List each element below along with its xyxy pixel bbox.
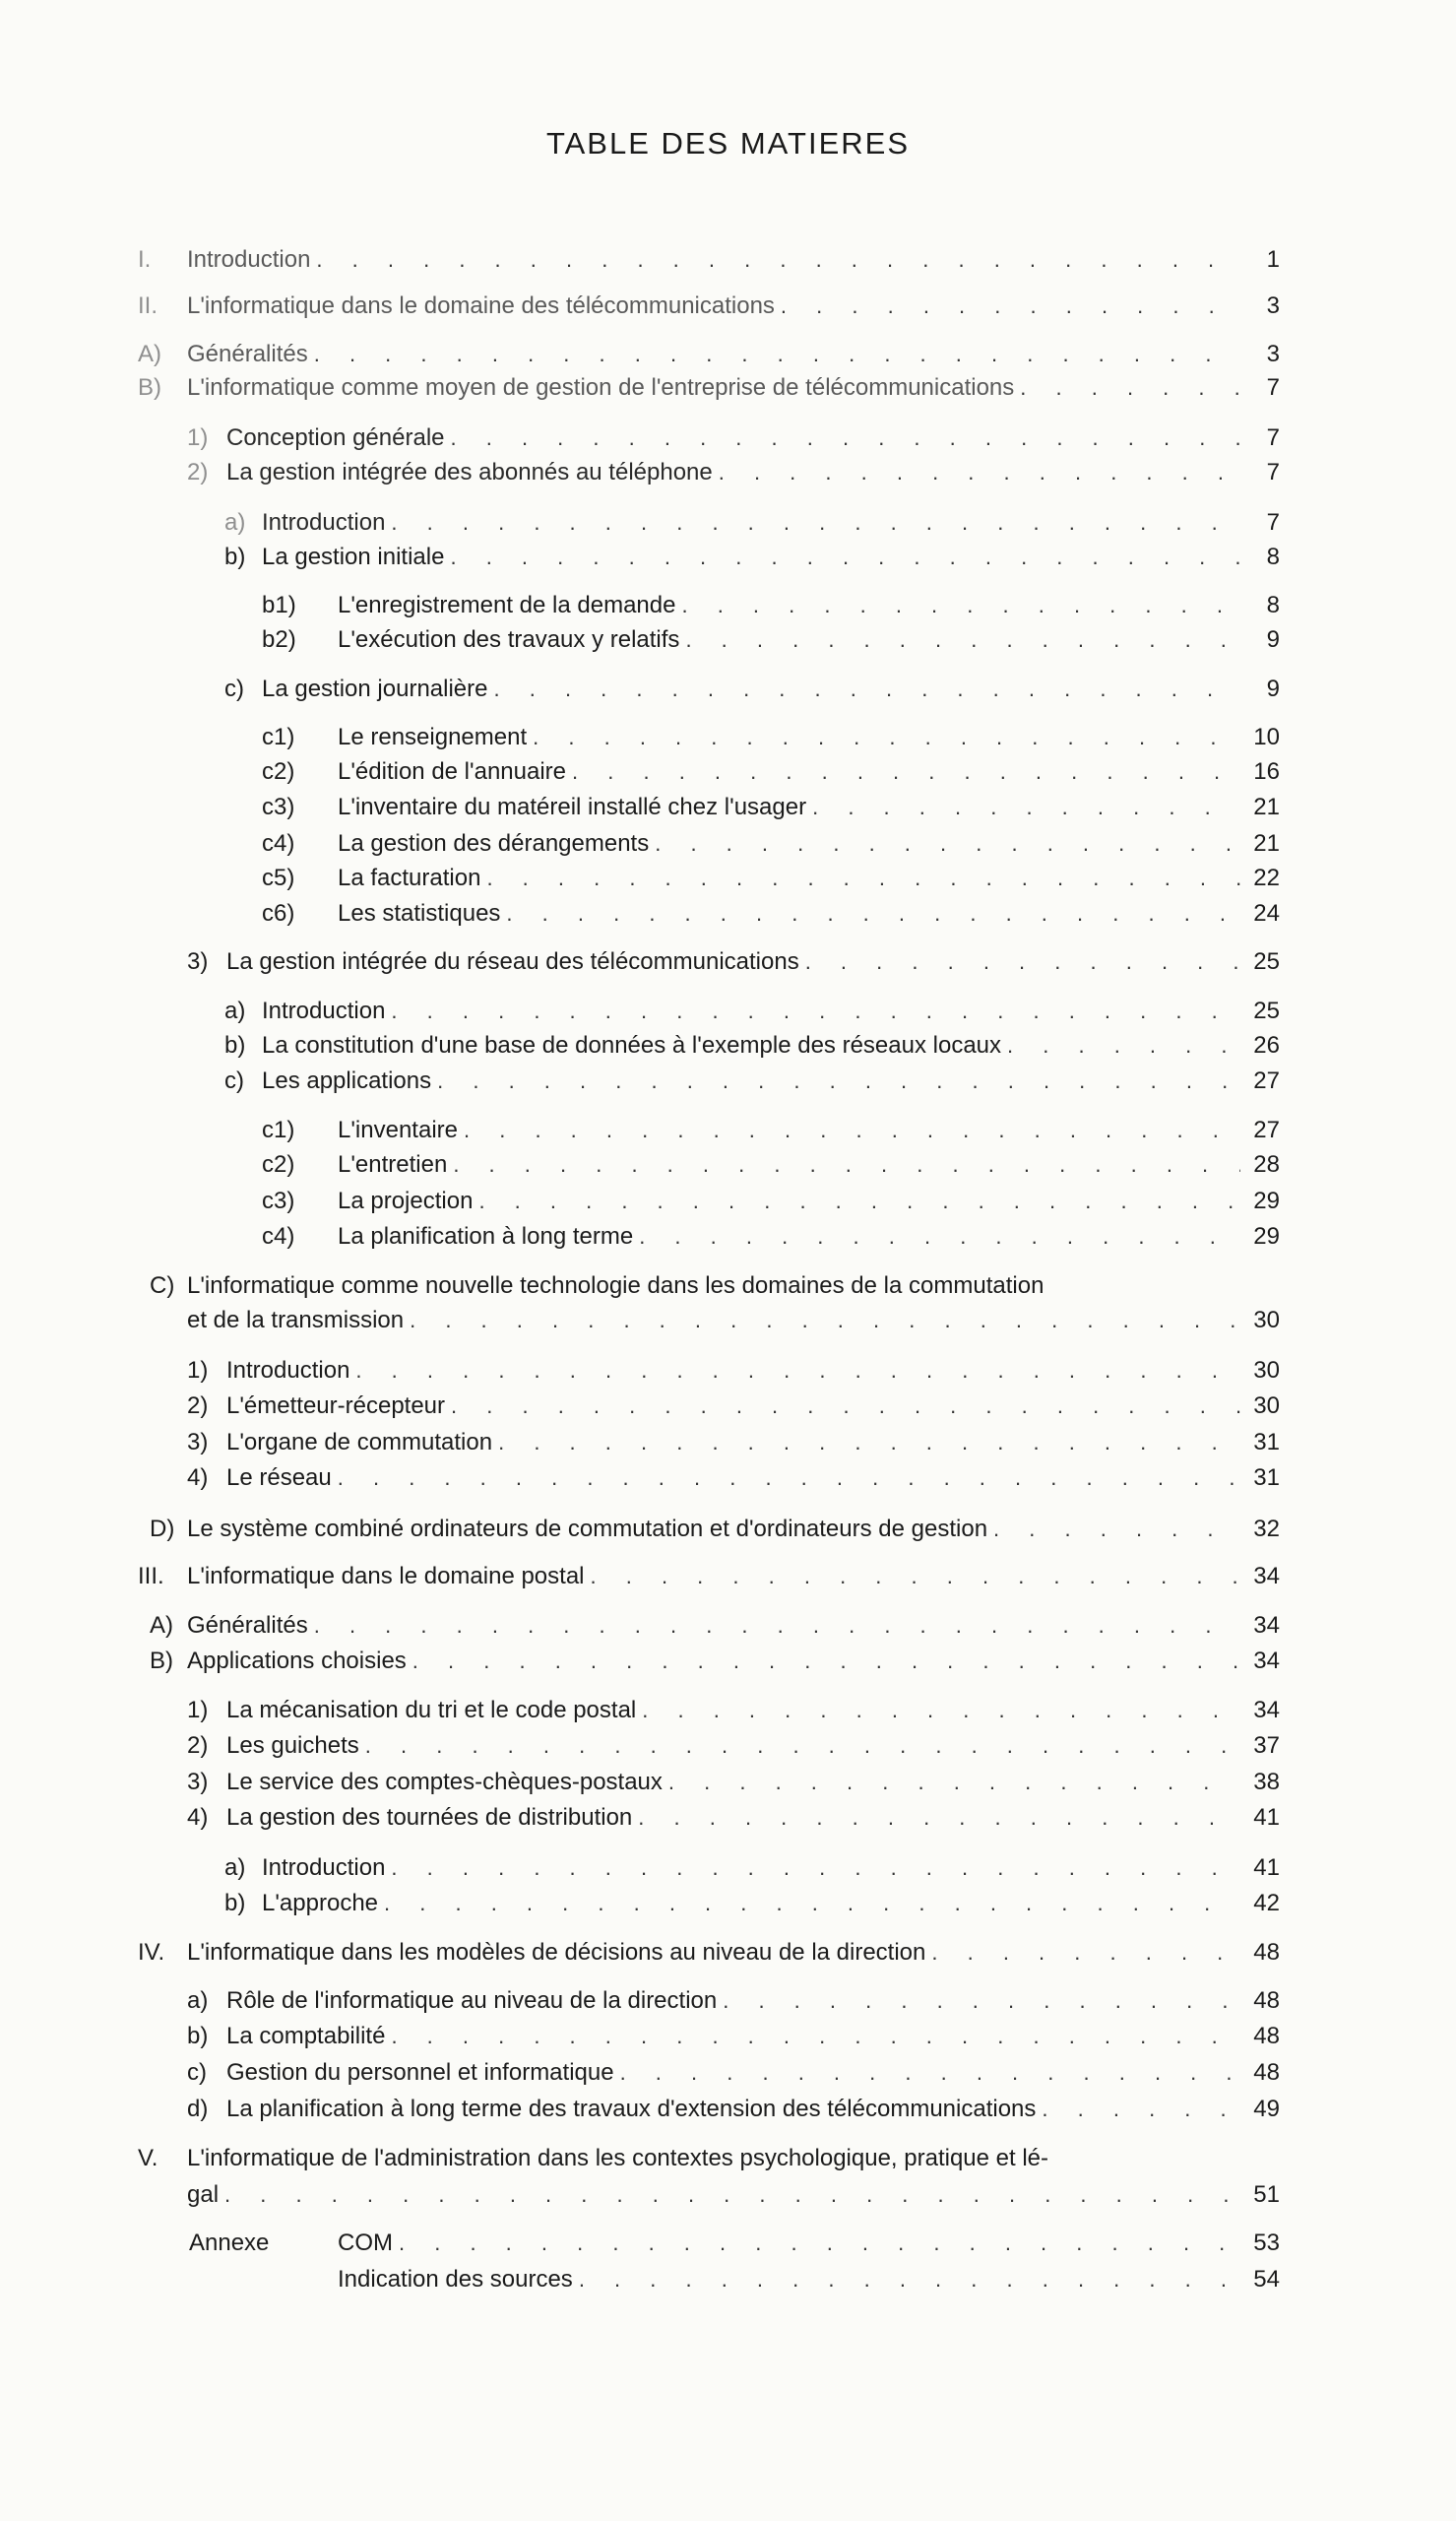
dot-leader — [655, 827, 1240, 861]
toc-entry-label: L'édition de l'annuaire — [338, 758, 567, 785]
toc-entry-number: b) — [224, 544, 246, 570]
toc-entry-number: c4) — [262, 830, 295, 857]
toc-entry-label: Introduction — [262, 1854, 386, 1881]
toc-entry — [187, 243, 1280, 277]
toc-entry-number: 2) — [187, 1392, 209, 1419]
toc-page-number: 3 — [1266, 292, 1280, 319]
toc-entry — [338, 1114, 1280, 1147]
toc-entry-number: c1) — [262, 724, 295, 750]
toc-page-number: 30 — [1253, 1392, 1280, 1419]
toc-page-number: 22 — [1253, 865, 1280, 891]
toc-entry — [187, 1560, 1280, 1593]
toc-page-number: 25 — [1253, 948, 1280, 975]
toc-entry — [226, 2056, 1280, 2090]
toc-entry-label: Le renseignement — [338, 724, 528, 750]
dot-leader — [498, 1426, 1240, 1459]
toc-page-number: 16 — [1253, 758, 1280, 785]
toc-entry — [226, 2020, 1280, 2053]
toc-entry-number: b) — [224, 1032, 246, 1059]
toc-entry — [226, 456, 1280, 489]
toc-page-number: 21 — [1253, 830, 1280, 857]
toc-entry-number: c5) — [262, 865, 295, 891]
toc-entry — [226, 1461, 1280, 1495]
dot-leader — [478, 1185, 1240, 1218]
toc-entry — [338, 1185, 1280, 1218]
toc-entry — [262, 506, 1280, 540]
toc-entry-number: C) — [150, 1272, 175, 1299]
toc-entry-label: La planification à long terme des travaux d'extension des télécommunications — [226, 2096, 1037, 2122]
toc-page-number: 32 — [1253, 1516, 1280, 1542]
dot-leader — [464, 1114, 1240, 1147]
toc-entry-number: c) — [224, 676, 244, 702]
toc-page-number: 37 — [1253, 1732, 1280, 1759]
toc-entry — [226, 1694, 1280, 1727]
toc-page-number: 51 — [1253, 2181, 1280, 2208]
toc-page-number: 25 — [1253, 998, 1280, 1024]
dot-leader — [391, 995, 1240, 1028]
toc-page-number: 41 — [1253, 1854, 1280, 1881]
toc-entry — [338, 1220, 1280, 1254]
toc-page-number: 28 — [1253, 1151, 1280, 1178]
dot-leader — [533, 721, 1240, 754]
toc-page-number: 34 — [1253, 1697, 1280, 1723]
toc-page-number: 7 — [1266, 459, 1280, 485]
toc-entry — [226, 1729, 1280, 1763]
toc-page-number: 27 — [1253, 1067, 1280, 1094]
toc-entry — [226, 1426, 1280, 1459]
dot-leader — [453, 1148, 1240, 1182]
toc-entry-label: Introduction — [226, 1357, 350, 1384]
dot-leader — [399, 2227, 1240, 2260]
toc-entry-number: b) — [224, 1890, 246, 1916]
toc-entry — [226, 1801, 1280, 1835]
toc-entry-label: COM — [338, 2230, 393, 2256]
toc-entry — [338, 862, 1280, 895]
toc-entry — [187, 2142, 1280, 2175]
toc-entry — [338, 755, 1280, 789]
toc-page-number: 48 — [1253, 2059, 1280, 2086]
toc-page-number: 34 — [1253, 1648, 1280, 1674]
toc-entry-label: L'inventaire du matéreil installé chez l'usager — [338, 794, 807, 820]
toc-entry-label: L'organe de commutation — [226, 1429, 493, 1455]
toc-entry-label: L'informatique de l'administration dans les contextes psychologique, pratique et lé- — [187, 2145, 1049, 2171]
toc-entry-label: La gestion des tournées de distribution — [226, 1804, 633, 1831]
toc-entry — [338, 623, 1280, 657]
dot-leader — [805, 945, 1240, 979]
dot-leader — [1042, 2093, 1240, 2126]
dot-leader — [355, 1354, 1240, 1388]
toc-entry-number: I. — [138, 246, 152, 273]
toc-entry-number: c) — [224, 1067, 244, 1094]
toc-entry-label: La facturation — [338, 865, 481, 891]
dot-leader — [365, 1729, 1240, 1763]
toc-page-number: 30 — [1253, 1307, 1280, 1333]
toc-entry-number: b2) — [262, 626, 296, 653]
toc-page-number: 27 — [1253, 1117, 1280, 1143]
toc-page-number: 9 — [1266, 676, 1280, 702]
toc-entry — [226, 1766, 1280, 1799]
toc-entry-label: Les applications — [262, 1067, 432, 1094]
toc-entry — [262, 1029, 1280, 1063]
toc-page-number: 7 — [1266, 424, 1280, 451]
toc-entry-number: b1) — [262, 592, 296, 618]
toc-entry-label: Le système combiné ordinateurs de commutation et d'ordinateurs de gestion — [187, 1516, 988, 1542]
toc-entry-label: L'approche — [262, 1890, 379, 1916]
toc-page-number: 48 — [1253, 1939, 1280, 1966]
dot-leader — [1007, 1029, 1240, 1063]
toc-page-number: 8 — [1266, 544, 1280, 570]
toc-entry-label: L'informatique dans les modèles de décisions au niveau de la direction — [187, 1939, 926, 1966]
dot-leader — [723, 1984, 1240, 2018]
toc-page-number: 31 — [1253, 1464, 1280, 1491]
toc-page-number: 3 — [1266, 341, 1280, 367]
toc-entry-label: L'enregistrement de la demande — [338, 592, 676, 618]
dot-leader — [812, 791, 1240, 824]
toc-page-number: 34 — [1253, 1612, 1280, 1639]
toc-entry — [338, 2227, 1280, 2260]
dot-leader — [642, 1694, 1240, 1727]
toc-entry — [338, 827, 1280, 861]
dot-leader — [681, 589, 1240, 622]
dot-leader — [451, 1390, 1240, 1423]
toc-page-number: 31 — [1253, 1429, 1280, 1455]
toc-entry — [338, 589, 1280, 622]
toc-entry-label: La constitution d'une base de données à l'exemple des réseaux locaux — [262, 1032, 1002, 1059]
dot-leader — [719, 456, 1240, 489]
toc-page-number: 48 — [1253, 2023, 1280, 2049]
toc-entry — [187, 371, 1280, 405]
toc-entry-number: 4) — [187, 1804, 209, 1831]
dot-leader — [494, 673, 1241, 706]
dot-leader — [391, 1851, 1240, 1885]
toc-entry — [262, 1851, 1280, 1885]
toc-entry-label: Généralités — [187, 341, 308, 367]
toc-page-number: 7 — [1266, 374, 1280, 401]
toc-entry-number: 3) — [187, 1429, 209, 1455]
toc-entry — [226, 1984, 1280, 2018]
toc-page-number: 8 — [1266, 592, 1280, 618]
toc-entry-label: Les statistiques — [338, 900, 501, 927]
toc-entry-number: c3) — [262, 1188, 295, 1214]
toc-entry-number: c6) — [262, 900, 295, 927]
toc-entry — [187, 1645, 1280, 1678]
toc-entry-label: L'informatique comme moyen de gestion de l'entreprise de télécommunications — [187, 374, 1015, 401]
toc-entry — [187, 338, 1280, 371]
toc-entry — [226, 421, 1280, 455]
dot-leader — [391, 506, 1240, 540]
toc-entry-number: 3) — [187, 1769, 209, 1795]
toc-entry — [262, 1887, 1280, 1920]
toc-page-number: 29 — [1253, 1223, 1280, 1250]
toc-entry-label: La mécanisation du tri et le code postal — [226, 1697, 637, 1723]
dot-leader — [591, 1560, 1241, 1593]
toc-entry — [262, 995, 1280, 1028]
toc-entry-number: IV. — [138, 1939, 165, 1966]
toc-entry-label: La gestion intégrée du réseau des télécommunications — [226, 948, 799, 975]
dot-leader — [993, 1513, 1240, 1546]
dot-leader — [506, 897, 1240, 931]
toc-entry-label: Le service des comptes-chèques-postaux — [226, 1769, 663, 1795]
toc-page-number: 7 — [1266, 509, 1280, 536]
toc-entry-number: Annexe — [189, 2230, 270, 2256]
dot-leader — [338, 1461, 1240, 1495]
toc-page-number: 29 — [1253, 1188, 1280, 1214]
toc-entry-number: d) — [187, 2096, 209, 2122]
toc-entry-label: Indication des sources — [338, 2266, 573, 2293]
toc-entry-label: Généralités — [187, 1612, 308, 1639]
dot-leader — [486, 862, 1240, 895]
toc-entry-label: La gestion journalière — [262, 676, 488, 702]
toc-entry-label: La gestion initiale — [262, 544, 445, 570]
toc-entry-number: a) — [224, 1854, 246, 1881]
dot-leader — [224, 2178, 1240, 2212]
dot-leader — [314, 338, 1240, 371]
dot-leader — [316, 243, 1240, 277]
dot-leader — [931, 1936, 1240, 1970]
toc-entry — [226, 1354, 1280, 1388]
dot-leader — [668, 1766, 1240, 1799]
toc-entry-label: La gestion des dérangements — [338, 830, 650, 857]
toc-entry — [262, 541, 1280, 574]
toc-entry-number: c) — [187, 2059, 207, 2086]
toc-entry — [338, 721, 1280, 754]
dot-leader — [579, 2263, 1240, 2296]
toc-entry-label: L'entretien — [338, 1151, 448, 1178]
toc-page-number: 26 — [1253, 1032, 1280, 1059]
toc-entry-label: gal — [187, 2181, 220, 2208]
toc-entry — [338, 1148, 1280, 1182]
dot-leader — [572, 755, 1240, 789]
dot-leader — [620, 2056, 1240, 2090]
dot-leader — [384, 1887, 1240, 1920]
toc-entry-number: 2) — [187, 1732, 209, 1759]
toc-page-number: 41 — [1253, 1804, 1280, 1831]
dot-leader — [638, 1801, 1240, 1835]
toc-entry-number: 1) — [187, 1697, 209, 1723]
toc-entry-number: 1) — [187, 1357, 209, 1384]
toc-page-number: 54 — [1253, 2266, 1280, 2293]
toc-entry-number: 3) — [187, 948, 209, 975]
toc-page-number: 21 — [1253, 794, 1280, 820]
toc-entry-number: a) — [224, 998, 246, 1024]
toc-entry-label: L'inventaire — [338, 1117, 458, 1143]
toc-entry-label: Introduction — [262, 998, 386, 1024]
dot-leader — [391, 2020, 1240, 2053]
toc-entry — [187, 1513, 1280, 1546]
toc-entry-number: a) — [224, 509, 246, 536]
toc-page-number: 42 — [1253, 1890, 1280, 1916]
toc-entry — [226, 2093, 1280, 2126]
dot-leader — [451, 421, 1241, 455]
toc-entry-label: La comptabilité — [226, 2023, 386, 2049]
toc-entry — [338, 791, 1280, 824]
toc-entry — [187, 1609, 1280, 1643]
toc-entry — [226, 945, 1280, 979]
toc-entry-number: V. — [138, 2145, 158, 2171]
toc-entry-label: Gestion du personnel et informatique — [226, 2059, 614, 2086]
toc-entry-label: La projection — [338, 1188, 474, 1214]
toc-entry-label: Introduction — [262, 509, 386, 536]
dot-leader — [410, 1304, 1240, 1337]
dot-leader — [781, 290, 1240, 323]
toc-entry — [187, 1304, 1280, 1337]
toc-entry-label: et de la transmission — [187, 1307, 405, 1333]
toc-entry — [187, 2178, 1280, 2212]
toc-entry — [338, 2263, 1280, 2296]
toc-entry-label: Les guichets — [226, 1732, 359, 1759]
toc-entry-label: La gestion intégrée des abonnés au téléphone — [226, 459, 713, 485]
toc-entry-label: Applications choisies — [187, 1648, 407, 1674]
toc-entry-number: A) — [150, 1612, 173, 1639]
toc-page-number: 24 — [1253, 900, 1280, 927]
toc-entry-label: Le réseau — [226, 1464, 332, 1491]
dot-leader — [1020, 371, 1240, 405]
toc-entry — [187, 1269, 1280, 1303]
toc-page-number: 34 — [1253, 1563, 1280, 1589]
toc-entry-number: 2) — [187, 459, 209, 485]
dot-leader — [314, 1609, 1240, 1643]
toc-entry — [338, 897, 1280, 931]
toc-entry-label: L'exécution des travaux y relatifs — [338, 626, 680, 653]
toc-entry-label: L'informatique dans le domaine postal — [187, 1563, 585, 1589]
toc-entry-number: 4) — [187, 1464, 209, 1491]
toc-entry-number: D) — [150, 1516, 175, 1542]
toc-entry — [262, 673, 1280, 706]
toc-entry-number: c2) — [262, 1151, 295, 1178]
dot-leader — [412, 1645, 1240, 1678]
toc-page-number: 9 — [1266, 626, 1280, 653]
toc-page-number: 30 — [1253, 1357, 1280, 1384]
toc-entry-number: 1) — [187, 424, 209, 451]
toc-entry — [226, 1390, 1280, 1423]
toc-page-number: 1 — [1266, 246, 1280, 273]
toc-entry-label: L'informatique dans le domaine des télécommunications — [187, 292, 775, 319]
toc-page-number: 48 — [1253, 1987, 1280, 2014]
toc-entry-label: Conception générale — [226, 424, 445, 451]
toc-entry-label: La planification à long terme — [338, 1223, 634, 1250]
toc-entry-label: Rôle de l'informatique au niveau de la direction — [226, 1987, 718, 2014]
toc-entry-label: L'émetteur-récepteur — [226, 1392, 446, 1419]
toc-entry-number: c3) — [262, 794, 295, 820]
toc-entry-number: c2) — [262, 758, 295, 785]
toc-entry-number: c4) — [262, 1223, 295, 1250]
page-title: TABLE DES MATIERES — [545, 126, 911, 161]
toc-entry — [262, 1065, 1280, 1098]
toc-entry-number: II. — [138, 292, 158, 319]
toc-entry — [187, 290, 1280, 323]
toc-entry-number: A) — [138, 341, 161, 367]
toc-page-number: 53 — [1253, 2230, 1280, 2256]
toc-entry-number: b) — [187, 2023, 209, 2049]
toc-entry-number: III. — [138, 1563, 164, 1589]
toc-entry-number: B) — [150, 1648, 173, 1674]
toc-entry-number: B) — [138, 374, 161, 401]
dot-leader — [639, 1220, 1240, 1254]
dot-leader — [685, 623, 1240, 657]
toc-page-number: 10 — [1253, 724, 1280, 750]
toc-entry-number: a) — [187, 1987, 209, 2014]
toc-page-number: 49 — [1253, 2096, 1280, 2122]
toc-entry-label: Introduction — [187, 246, 311, 273]
toc-entry-number: c1) — [262, 1117, 295, 1143]
toc-entry-label: L'informatique comme nouvelle technologie dans les domaines de la commutation — [187, 1272, 1045, 1299]
toc-entry — [187, 1936, 1280, 1970]
dot-leader — [450, 541, 1240, 574]
dot-leader — [437, 1065, 1240, 1098]
toc-page-number: 38 — [1253, 1769, 1280, 1795]
